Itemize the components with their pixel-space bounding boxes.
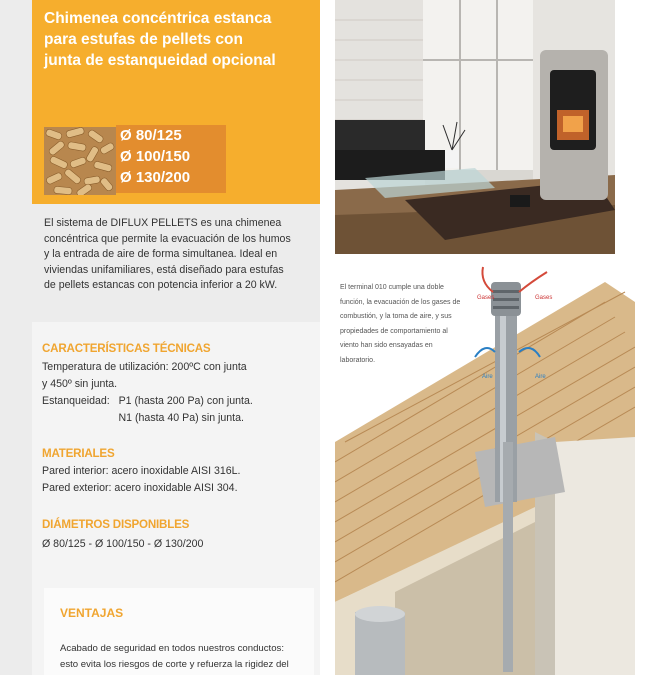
diameter-badge-line: Ø 80/125	[120, 127, 182, 144]
aire-right-label: Aire	[535, 374, 546, 380]
living-room-photo	[335, 0, 615, 254]
caracteristicas-heading: CARACTERÍSTICAS TÉCNICAS	[42, 342, 211, 355]
materiales-text: Pared interior: acero inoxidable AISI 316L. Pared exterior: acero inoxidable AISI 304.	[42, 465, 241, 494]
diametros-text: Ø 80/125 - Ø 100/150 - Ø 130/200	[42, 538, 204, 550]
aire-left-label: Aire	[482, 374, 493, 380]
materiales-heading: MATERIALES	[42, 447, 115, 460]
terminal-note: El terminal 010 cumple una doble función, la evacuación de los gases de combustión, y la toma de aire, y sus propiedades de comportamiento al viento han sido ensayadas en laboratorio.	[340, 284, 461, 364]
ventajas-text: Acabado de seguridad en todos nuestros conductos: esto evita los riesgos de corte y refuerza la rigidez del	[60, 643, 289, 670]
page-title: Chimenea concéntrica estanca para estufas de pellets con junta de estanqueidad opcional	[44, 10, 276, 69]
intro-paragraph: El sistema de DIFLUX PELLETS es una chimenea concéntrica que permite la evacuación de los humos y la entrada de aire de forma simultanea. Ideal en viviendas unifamiliares, está diseñado para estufas de pellets estancas con potencia inferior a 20 kW.	[44, 217, 291, 291]
diameter-badge-line: Ø 100/150	[120, 148, 191, 165]
caracteristicas-text: Temperatura de utilización: 200ºC con junta y 450º sin junta. Estanqueidad: P1 (hasta 200 Pa) con junta. N1 (hasta 40 Pa) sin junta.	[42, 361, 253, 424]
diametros-heading: DIÁMETROS DISPONIBLES	[42, 518, 190, 531]
diameter-badge-line: Ø 130/200	[120, 169, 191, 186]
ventajas-heading: VENTAJAS	[60, 606, 124, 620]
gases-right-label: Gases	[535, 295, 553, 301]
gases-left-label: Gases	[477, 295, 495, 301]
pellets-image	[44, 127, 116, 195]
diameters-badge	[116, 125, 226, 193]
